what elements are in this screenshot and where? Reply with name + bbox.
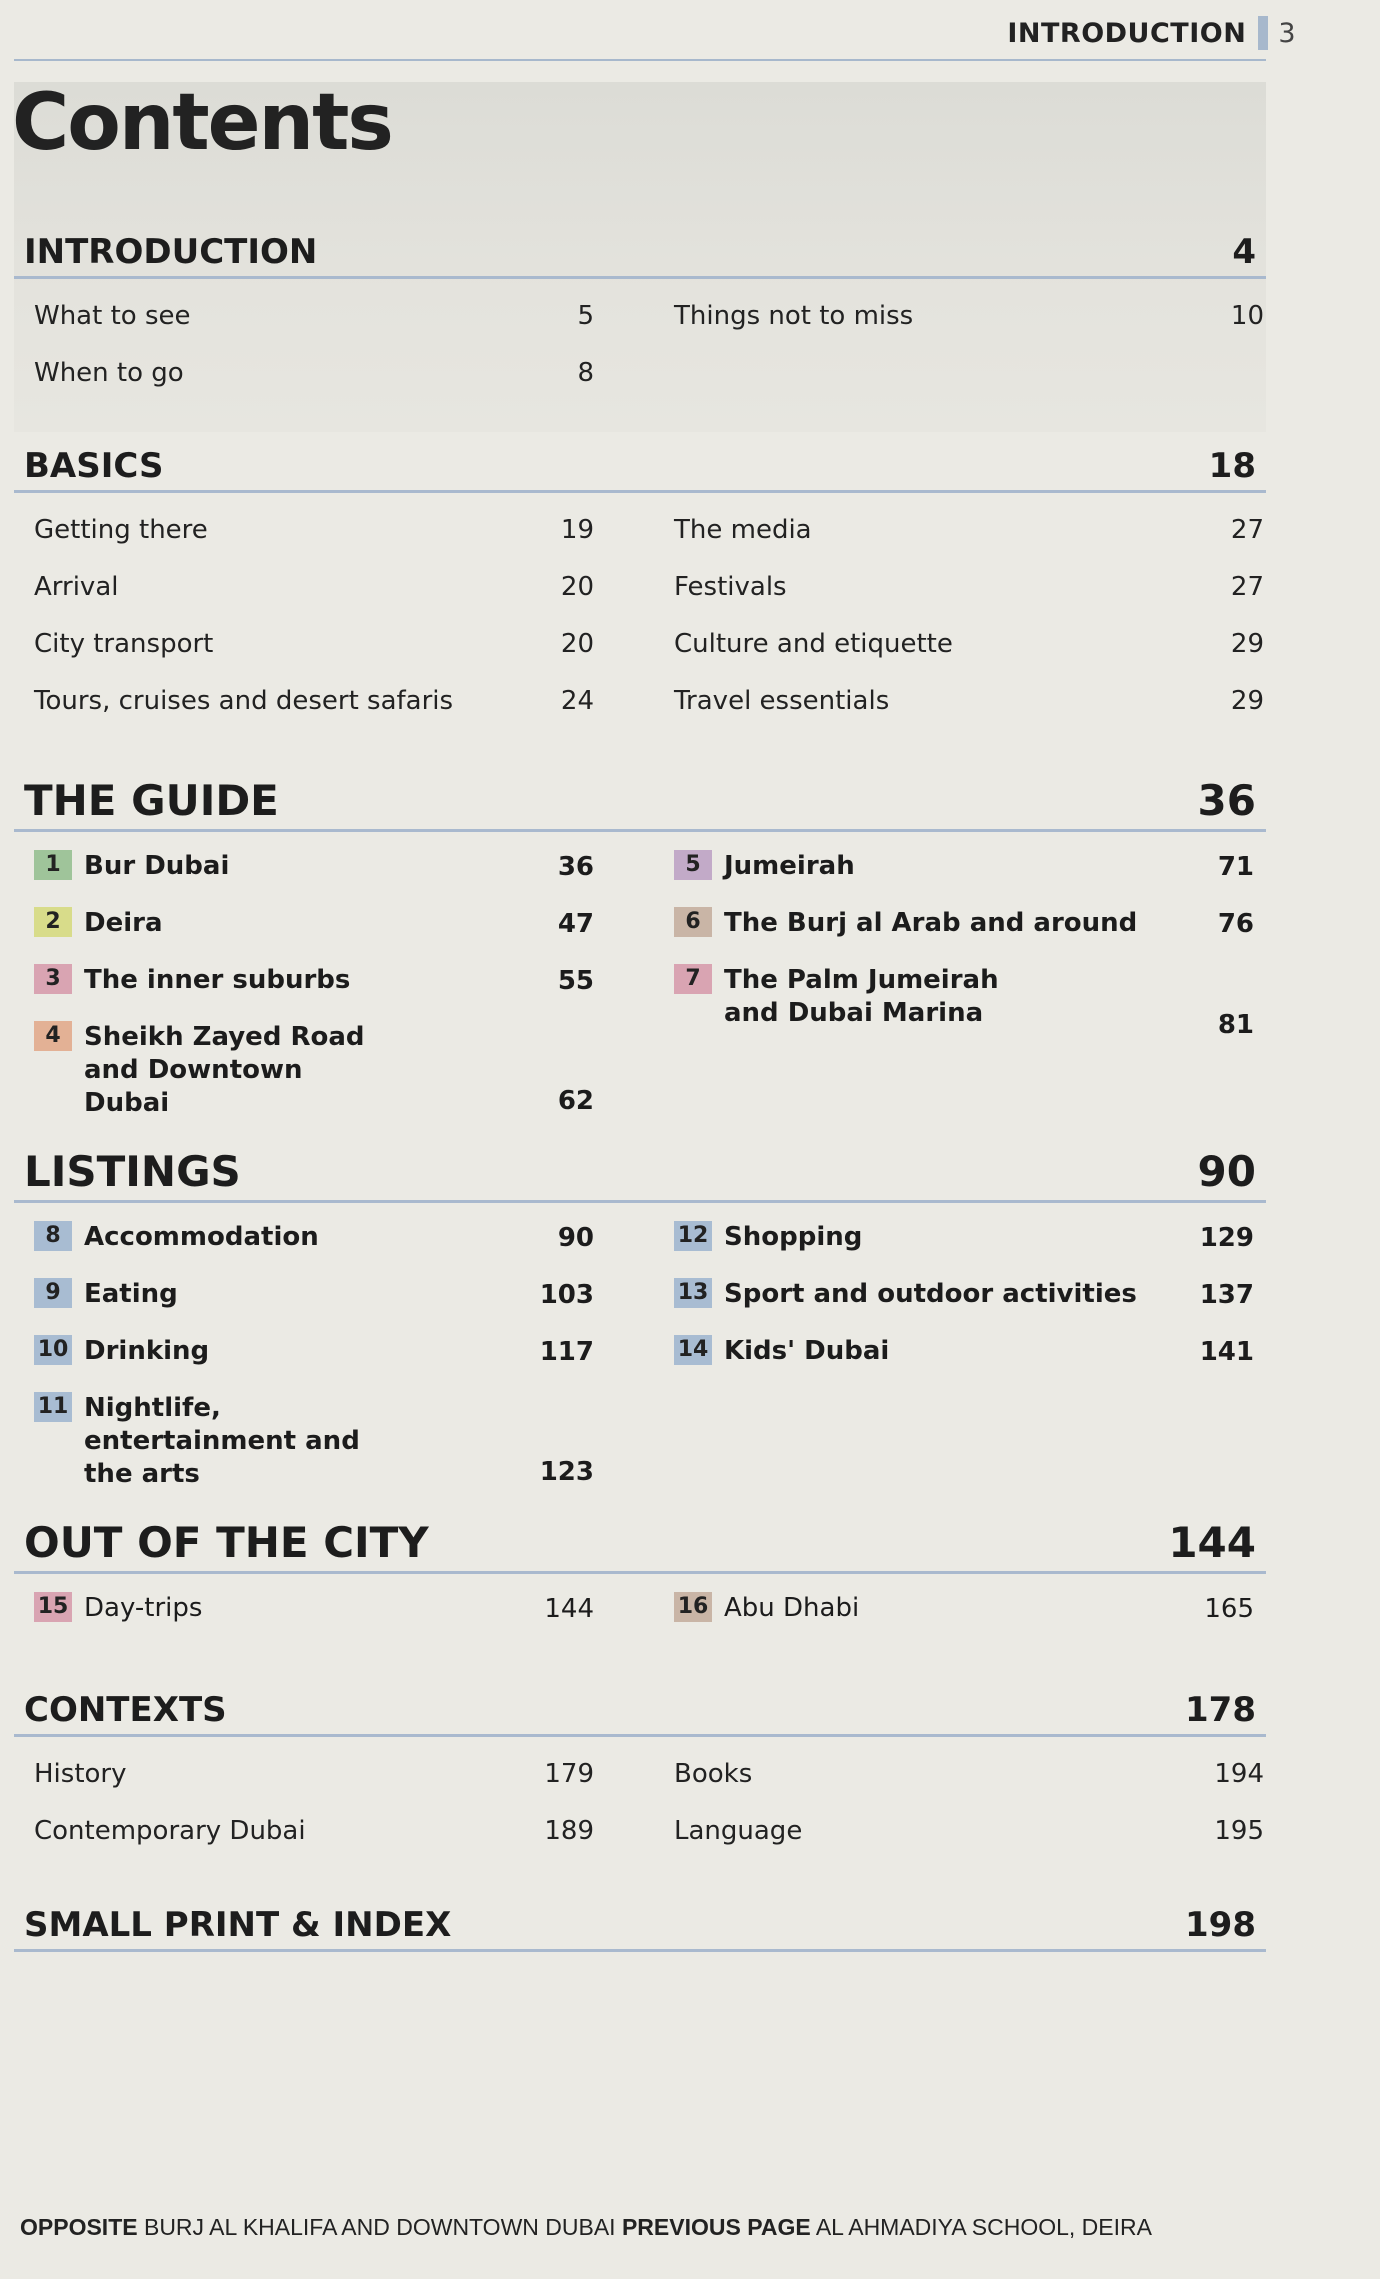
page-title: Contents	[12, 78, 392, 168]
chapter-label: Nightlife, entertainment and the arts	[84, 1393, 360, 1489]
chapter-entry[interactable]	[674, 840, 1276, 897]
chapter-entry[interactable]	[34, 1582, 614, 1639]
chapter-label: Jumeirah	[724, 851, 855, 881]
entry-page: 179	[544, 1758, 594, 1789]
chapter-page: 103	[539, 1280, 594, 1310]
section-title: CONTEXTS	[24, 1690, 227, 1730]
running-header	[1007, 16, 1296, 50]
section-header	[14, 776, 1266, 832]
chapter-entry[interactable]	[34, 1011, 614, 1120]
entry-label: When to go	[34, 357, 184, 388]
caption-previous-text: AL AHMADIYA SCHOOL, DEIRA	[815, 2214, 1152, 2240]
toc-entry[interactable]	[34, 1802, 614, 1859]
section-header	[14, 1905, 1266, 1952]
entry-label: Travel essentials	[674, 685, 890, 716]
chapter-label: Drinking	[84, 1336, 210, 1366]
chapter-label: Sheikh Zayed Road and Downtown Dubai	[84, 1022, 365, 1118]
running-header-section: INTRODUCTION	[1007, 17, 1247, 49]
photo-caption	[20, 2214, 1152, 2241]
top-rule	[14, 59, 1266, 61]
chapter-label: The inner suburbs	[84, 965, 351, 995]
caption-opposite-label: OPPOSITE	[20, 2214, 138, 2240]
chapter-label: Abu Dhabi	[724, 1593, 860, 1623]
section-listings	[14, 1147, 1266, 1491]
chapter-number: 10	[34, 1335, 72, 1365]
section-title: THE GUIDE	[24, 776, 279, 825]
entry-page: 20	[560, 628, 594, 659]
chapter-page: 81	[1217, 1010, 1254, 1040]
entry-label: City transport	[34, 628, 214, 659]
entry-page: 27	[1230, 571, 1264, 602]
chapter-number: 14	[674, 1335, 712, 1365]
chapter-page: 137	[1199, 1280, 1254, 1310]
chapter-page: 123	[539, 1457, 594, 1487]
entry-label: Things not to miss	[674, 300, 914, 331]
entry-label: History	[34, 1758, 127, 1789]
toc-entry[interactable]	[34, 344, 614, 401]
chapter-number: 12	[674, 1221, 712, 1251]
chapter-page: 36	[557, 852, 594, 882]
entry-page: 29	[1230, 685, 1264, 716]
entry-label: Tours, cruises and desert safaris	[34, 685, 454, 716]
chapter-number: 13	[674, 1278, 712, 1308]
section-out-of-the-city	[14, 1518, 1266, 1639]
chapter-entry[interactable]	[34, 897, 614, 954]
entry-page: 194	[1214, 1758, 1264, 1789]
section-header	[14, 1147, 1266, 1203]
chapter-label: Eating	[84, 1279, 178, 1309]
chapter-number: 16	[674, 1592, 712, 1622]
entry-label: Culture and etiquette	[674, 628, 953, 659]
page-number: 3	[1278, 17, 1296, 49]
chapter-entry[interactable]	[34, 1211, 614, 1268]
toc-entry[interactable]	[34, 558, 614, 615]
chapter-page: 76	[1217, 909, 1254, 939]
chapter-page: 47	[557, 909, 594, 939]
entry-label: Books	[674, 1758, 753, 1789]
toc-entry[interactable]	[674, 287, 1286, 344]
chapter-entry[interactable]	[34, 840, 614, 897]
chapter-page: 117	[539, 1337, 594, 1367]
entry-page: 19	[560, 514, 594, 545]
entry-page: 5	[577, 300, 594, 331]
chapter-page: 55	[557, 966, 594, 996]
chapter-page: 62	[557, 1086, 594, 1116]
section-contexts	[14, 1690, 1266, 1859]
caption-opposite-text: BURJ AL KHALIFA AND DOWNTOWN DUBAI	[143, 2214, 616, 2240]
section-guide	[14, 776, 1266, 1120]
section-page: 90	[1197, 1147, 1256, 1196]
section-page: 18	[1208, 446, 1256, 486]
chapter-entry[interactable]	[674, 1268, 1276, 1325]
section-page: 4	[1232, 232, 1256, 272]
chapter-page: 144	[544, 1594, 594, 1624]
toc-entry[interactable]	[674, 615, 1286, 672]
chapter-page: 141	[1199, 1337, 1254, 1367]
chapter-label: Accommodation	[84, 1222, 319, 1252]
chapter-label: Shopping	[724, 1222, 863, 1252]
chapter-entry[interactable]	[34, 1268, 614, 1325]
chapter-number: 5	[674, 850, 712, 880]
chapter-label: Kids' Dubai	[724, 1336, 890, 1366]
entry-label: The media	[674, 514, 812, 545]
section-title: LISTINGS	[24, 1147, 241, 1196]
entry-label: Arrival	[34, 571, 119, 602]
toc-entry[interactable]	[674, 1745, 1286, 1802]
chapter-entry[interactable]	[34, 1382, 614, 1491]
section-page: 36	[1197, 776, 1256, 825]
entry-label: Language	[674, 1815, 803, 1846]
section-page: 144	[1168, 1518, 1256, 1567]
section-small-print[interactable]	[14, 1905, 1266, 1952]
section-header	[14, 1690, 1266, 1737]
entry-label: Contemporary Dubai	[34, 1815, 306, 1846]
section-header	[14, 232, 1266, 279]
toc-entry[interactable]	[34, 287, 614, 344]
entry-page: 8	[577, 357, 594, 388]
section-title: INTRODUCTION	[24, 232, 318, 272]
chapter-number: 4	[34, 1021, 72, 1051]
chapter-entry[interactable]	[674, 897, 1276, 954]
toc-entry[interactable]	[34, 615, 614, 672]
entry-page: 27	[1230, 514, 1264, 545]
entry-label: Festivals	[674, 571, 787, 602]
entry-label: Getting there	[34, 514, 208, 545]
toc-entry[interactable]	[34, 1745, 614, 1802]
section-basics	[14, 446, 1266, 729]
toc-entry[interactable]	[34, 672, 614, 729]
entry-page: 189	[544, 1815, 594, 1846]
chapter-page: 129	[1199, 1223, 1254, 1253]
caption-previous-label: PREVIOUS PAGE	[621, 2214, 811, 2240]
chapter-label: Deira	[84, 908, 163, 938]
chapter-entry[interactable]	[674, 1582, 1276, 1639]
chapter-entry[interactable]	[34, 1325, 614, 1382]
entry-label: What to see	[34, 300, 191, 331]
toc-entry[interactable]	[674, 672, 1286, 729]
chapter-number: 9	[34, 1278, 72, 1308]
chapter-number: 1	[34, 850, 72, 880]
toc-entry[interactable]	[674, 1802, 1286, 1859]
chapter-number: 15	[34, 1592, 72, 1622]
section-title: BASICS	[24, 446, 164, 486]
chapter-number: 3	[34, 964, 72, 994]
chapter-number: 11	[34, 1392, 72, 1422]
section-introduction	[14, 232, 1266, 401]
toc-entry[interactable]	[34, 501, 614, 558]
toc-entry[interactable]	[674, 558, 1286, 615]
section-header	[14, 446, 1266, 493]
entry-page: 10	[1230, 300, 1264, 331]
section-title: OUT OF THE CITY	[24, 1518, 429, 1567]
chapter-entry[interactable]	[674, 954, 1276, 1044]
chapter-label: Day-trips	[84, 1593, 203, 1623]
chapter-entry[interactable]	[674, 1325, 1276, 1382]
section-page: 178	[1185, 1690, 1256, 1730]
chapter-entry[interactable]	[674, 1211, 1276, 1268]
chapter-entry[interactable]	[34, 954, 614, 1011]
section-header	[14, 1518, 1266, 1574]
chapter-number: 2	[34, 907, 72, 937]
chapter-number: 6	[674, 907, 712, 937]
section-title: SMALL PRINT & INDEX	[24, 1905, 452, 1945]
entry-page: 195	[1214, 1815, 1264, 1846]
chapter-label: The Palm Jumeirah and Dubai Marina	[724, 965, 999, 1028]
chapter-label: Bur Dubai	[84, 851, 230, 881]
toc-entry[interactable]	[674, 501, 1286, 558]
chapter-label: The Burj al Arab and around	[724, 908, 1138, 938]
chapter-number: 8	[34, 1221, 72, 1251]
chapter-number: 7	[674, 964, 712, 994]
chapter-label: Sport and outdoor activities	[724, 1279, 1137, 1309]
entry-page: 24	[560, 685, 594, 716]
header-divider-bar	[1258, 16, 1268, 50]
chapter-page: 90	[557, 1223, 594, 1253]
section-page: 198	[1185, 1905, 1256, 1945]
entry-page: 29	[1230, 628, 1264, 659]
entry-page: 20	[560, 571, 594, 602]
chapter-page: 165	[1204, 1594, 1254, 1624]
chapter-page: 71	[1217, 852, 1254, 882]
